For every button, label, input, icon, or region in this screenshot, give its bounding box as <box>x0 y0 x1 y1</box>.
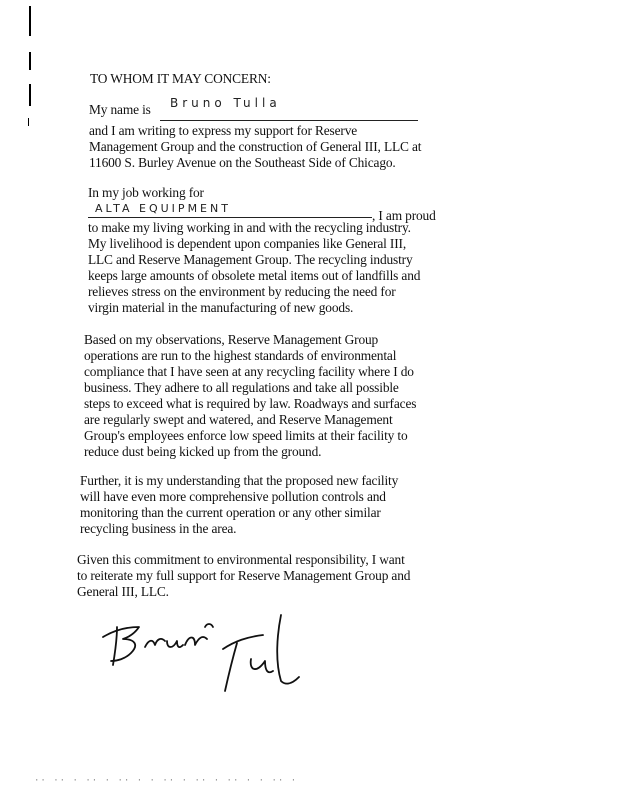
job-line: relieves stress on the environment by reducing the need for <box>88 284 396 299</box>
observations-line: steps to exceed what is required by law. Roadways and surfaces <box>84 396 417 411</box>
job-line: keeps large amounts of obsolete metal items out of landfills and <box>88 268 421 283</box>
job-suffix: , I am proud <box>372 208 436 223</box>
intro-line: Management Group and the construction of General III, LLC at <box>89 139 422 154</box>
observations-line: Based on my observations, Reserve Management Group <box>84 332 379 347</box>
employer-underline <box>88 217 372 218</box>
job-line: to make my living working in and with the recycling industry. <box>88 220 411 235</box>
handwritten-employer: ALTA EQUIPMENT <box>95 202 231 215</box>
job-line: My livelihood is dependent upon companies like General III, <box>88 236 407 251</box>
intro-line: and I am writing to express my support for Reserve <box>89 123 358 138</box>
scan-artifact-line <box>29 52 31 70</box>
further-line: monitoring than the current operation or any other similar <box>80 505 381 520</box>
observations-line: business. They adhere to all regulations and take all possible <box>84 380 399 395</box>
observations-line: are regularly swept and watered, and Reserve Management <box>84 412 393 427</box>
handwritten-name: Bruno Tulla <box>170 96 281 110</box>
scan-artifact-line <box>29 6 31 36</box>
observations-line: operations are run to the highest standards of environmental <box>84 348 397 363</box>
scan-artifact-line <box>28 118 29 126</box>
further-line: will have even more comprehensive pollution controls and <box>80 489 386 504</box>
intro-line: 11600 S. Burley Avenue on the Southeast Side of Chicago. <box>89 155 396 170</box>
name-prefix: My name is <box>89 102 151 117</box>
salutation: TO WHOM IT MAY CONCERN: <box>90 71 271 86</box>
further-line: recycling business in the area. <box>80 521 237 536</box>
scan-artifact-line <box>29 84 31 106</box>
observations-line: reduce dust being kicked up from the ground. <box>84 444 322 459</box>
observations-line: compliance that I have seen at any recycling facility where I do <box>84 364 414 379</box>
closing-line: General III, LLC. <box>77 584 169 599</box>
job-line: virgin material in the manufacturing of new goods. <box>88 300 354 315</box>
job-prefix: In my job working for <box>88 185 204 200</box>
closing-line: Given this commitment to environmental responsibility, I want <box>77 552 405 567</box>
signature <box>95 605 315 700</box>
observations-line: Group's employees enforce low speed limits at their facility to <box>84 428 408 443</box>
job-line: LLC and Reserve Management Group. The recycling industry <box>88 252 413 267</box>
name-underline <box>160 120 418 121</box>
scan-noise: ·· ·· · ·· · ·· · · ·· · ·· · ·· · · ·· · <box>34 776 298 786</box>
closing-line: to reiterate my full support for Reserve Management Group and <box>77 568 411 583</box>
further-line: Further, it is my understanding that the proposed new facility <box>80 473 399 488</box>
